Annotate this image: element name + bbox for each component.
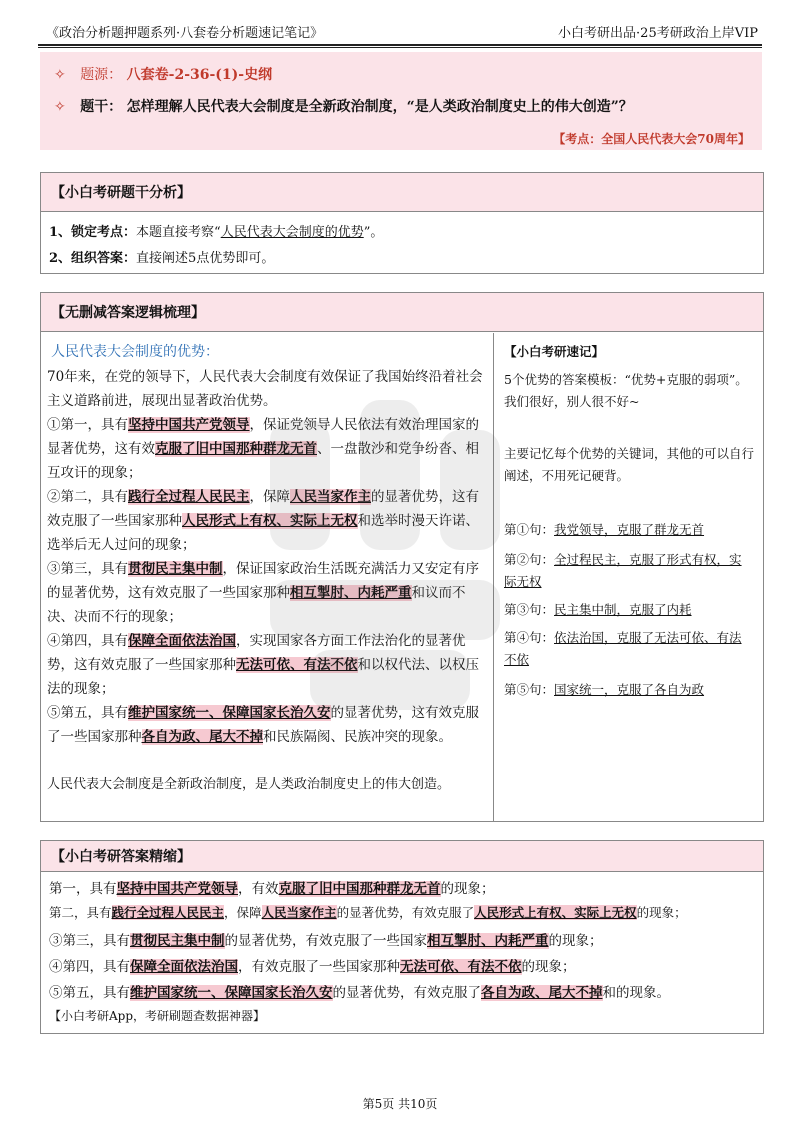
line2-label: 2、组织答案： [49, 251, 137, 266]
notes-item-2 [504, 549, 754, 593]
notes-item-5 [504, 679, 754, 701]
text: 的显著优势，这有效克服了一些国家那种 [47, 705, 479, 745]
logic-point-4 [47, 629, 487, 701]
line1-pre: 本题直接考察“ [136, 225, 221, 240]
source-value: 八套卷-2-36-(1)-史纲 [126, 67, 273, 83]
header-brand: 小白考研出品·25考研政治上岸VIP [558, 26, 758, 41]
analysis-title: 【小白考研题干分析】 [41, 173, 763, 212]
final-line-2 [49, 903, 687, 921]
kaodian-tag: 【考点：全国人民代表大会70周年】 [553, 132, 750, 146]
highlight: 克服了旧中国那种群龙无首 [155, 441, 317, 457]
notes-item-1 [504, 519, 754, 541]
text: 的显著优势，这有效克服了一些国家那种 [47, 489, 479, 529]
highlight: 坚持中国共产党领导 [128, 417, 250, 433]
logic-title: 【无删减答案逻辑梳理】 [41, 293, 763, 332]
text: 、一盘散沙和党争纷沓、相互攻讦的现象； [47, 441, 479, 481]
item-value: 民主集中制，克服了内耗 [554, 602, 692, 617]
highlight: 无法可依、有法不依 [400, 959, 522, 975]
highlight: 保障全面依法治国 [130, 959, 238, 975]
text: 第一，具有 [49, 881, 117, 897]
final-line-3 [49, 929, 603, 949]
line2-text: 直接阐述5点优势即可。 [136, 251, 275, 266]
logic-conclusion: 人民代表大会制度是全新政治制度，是人类政治制度史上的伟大创造。 [47, 777, 451, 792]
highlight: 维护国家统一、保障国家长治久安 [130, 985, 333, 1001]
item-value: 依法治国，克服了无法可依、有法不依 [504, 630, 742, 667]
logic-point-5 [47, 701, 487, 749]
logic-point-3 [47, 557, 487, 629]
text: 的现象； [636, 905, 687, 920]
highlight: 人民形式上有权、实际上无权 [474, 905, 637, 920]
logic-intro: 70年来，在党的领导下，人民代表大会制度有效保证了我国始终沿着社会主义道路前进，展现出显著政治优势。 [47, 369, 483, 409]
stem-row [54, 96, 633, 116]
item-key: 第⑤句： [504, 682, 555, 697]
text: ③第三，具有 [49, 933, 130, 949]
logic-subtitle: 人民代表大会制度的优势： [51, 344, 219, 360]
page-header [38, 22, 762, 42]
final-line-1 [49, 877, 495, 897]
highlight: 无法可依、有法不依 [236, 657, 358, 673]
item-key: 第③句： [504, 602, 555, 617]
text: ，保障 [224, 905, 262, 920]
text: 和的现象。 [602, 985, 670, 1001]
highlight: 保障全面依法治国 [128, 633, 236, 649]
text: ，有效克服了一些国家那种 [238, 959, 400, 975]
text: 和民族隔阂、民族冲突的现象。 [263, 729, 452, 745]
text: 和选举时漫天许诺、选举后无人过问的现象； [47, 513, 479, 553]
highlight: 相互掣肘、内耗严重 [290, 585, 412, 601]
item-key: 第①句： [504, 522, 555, 537]
text: 的显著优势，有效克服了一些国家 [224, 933, 427, 949]
text: 的现象； [440, 881, 495, 897]
notes-title: 【小白考研速记】 [504, 344, 605, 359]
logic-box [40, 292, 764, 822]
final-title: 【小白考研答案精缩】 [41, 841, 763, 872]
line1-label: 1、锁定考点： [49, 225, 137, 240]
text: ④第四，具有 [47, 633, 128, 649]
final-line-4 [49, 955, 576, 975]
notes-memo: 主要记忆每个优势的关键词，其他的可以自行阐述，不用死记硬背。 [504, 446, 755, 483]
source-row [54, 64, 272, 84]
analysis-line-1 [49, 221, 383, 240]
diamond-icon: ✧ [54, 99, 66, 115]
highlight: 践行全过程人民民主 [111, 905, 225, 920]
text: ，保证党领导人民依法有效治理国家的显著优势，这有效 [47, 417, 479, 457]
notes-column [494, 333, 763, 821]
text: 的显著优势，有效克服了 [332, 985, 481, 1001]
item-key: 第②句： [504, 552, 555, 567]
item-value: 我党领导，克服了群龙无首 [554, 522, 705, 537]
question-source-box [40, 52, 762, 150]
text: ④第四，具有 [49, 959, 130, 975]
line1-post: ”。 [363, 225, 384, 240]
text: ①第一，具有 [47, 417, 128, 433]
highlight: 各自为政、尾大不掉 [481, 985, 603, 1001]
text: 的显著优势，有效克服了 [336, 905, 475, 920]
highlight: 坚持中国共产党领导 [116, 881, 238, 897]
analysis-box [40, 172, 764, 274]
highlight: 人民当家作主 [290, 489, 371, 505]
text: 和以权代法、以权压法的现象； [47, 657, 479, 697]
text: 的现象； [521, 959, 576, 975]
stem-label: 题干： [80, 99, 123, 115]
final-box [40, 840, 764, 1034]
highlight: 相互掣肘、内耗严重 [427, 933, 549, 949]
diamond-icon: ✧ [54, 67, 66, 83]
text: ，实现国家各方面工作法治化的显著优势，这有效克服了一些国家那种 [47, 633, 466, 673]
text: ，保证国家政治生活既充满活力又安定有序的显著优势，这有效克服了一些国家那种 [47, 561, 479, 601]
text: ⑤第五，具有 [49, 985, 130, 1001]
text: ，保障 [249, 489, 290, 505]
highlight: 贯彻民主集中制 [128, 561, 223, 577]
header-title: 《政治分析题押题系列·八套卷分析题速记笔记》 [46, 26, 324, 41]
logic-left-column [41, 333, 494, 821]
text: ③第三，具有 [47, 561, 128, 577]
source-label: 题源： [80, 67, 123, 83]
stem-value: 怎样理解人民代表大会制度是全新政治制度，“是人类政治制度史上的伟大创造”？ [126, 99, 633, 115]
line1-underlined: 人民代表大会制度的优势 [220, 225, 364, 240]
item-key: 第④句： [504, 630, 555, 645]
header-divider [38, 44, 762, 46]
highlight: 各自为政、尾大不掉 [141, 729, 263, 745]
text: 和议而不决、决而不行的现象； [47, 585, 466, 625]
notes-item-3 [504, 599, 754, 621]
highlight: 践行全过程人民民主 [128, 489, 250, 505]
notes-item-4 [504, 627, 754, 671]
text: ，有效 [238, 881, 279, 897]
item-value: 国家统一，克服了各自为政 [554, 682, 705, 697]
logic-point-1 [47, 413, 487, 485]
highlight: 贯彻民主集中制 [130, 933, 225, 949]
text: 的现象； [548, 933, 603, 949]
header-divider-thin [38, 47, 762, 48]
text: ②第二，具有 [47, 489, 128, 505]
page-number: 第5页 共10页 [362, 1097, 438, 1111]
text: 第二，具有 [49, 905, 112, 920]
logic-point-2 [47, 485, 487, 557]
highlight: 人民当家作主 [261, 905, 337, 920]
notes-template: 5个优势的答案模板：“优势+克服的弱项”。我们很好，别人很不好~ [504, 372, 748, 409]
item-value: 全过程民主，克服了形式有权，实际无权 [504, 552, 742, 589]
text: ⑤第五，具有 [47, 705, 128, 721]
final-line-5 [49, 981, 670, 1001]
highlight: 人民形式上有权、实际上无权 [182, 513, 358, 529]
analysis-line-2 [49, 247, 274, 266]
highlight: 克服了旧中国那种群龙无首 [278, 881, 441, 897]
highlight: 维护国家统一、保障国家长治久安 [128, 705, 331, 721]
app-tag: 【小白考研App，考研刷题查数据神器】 [49, 1009, 266, 1023]
